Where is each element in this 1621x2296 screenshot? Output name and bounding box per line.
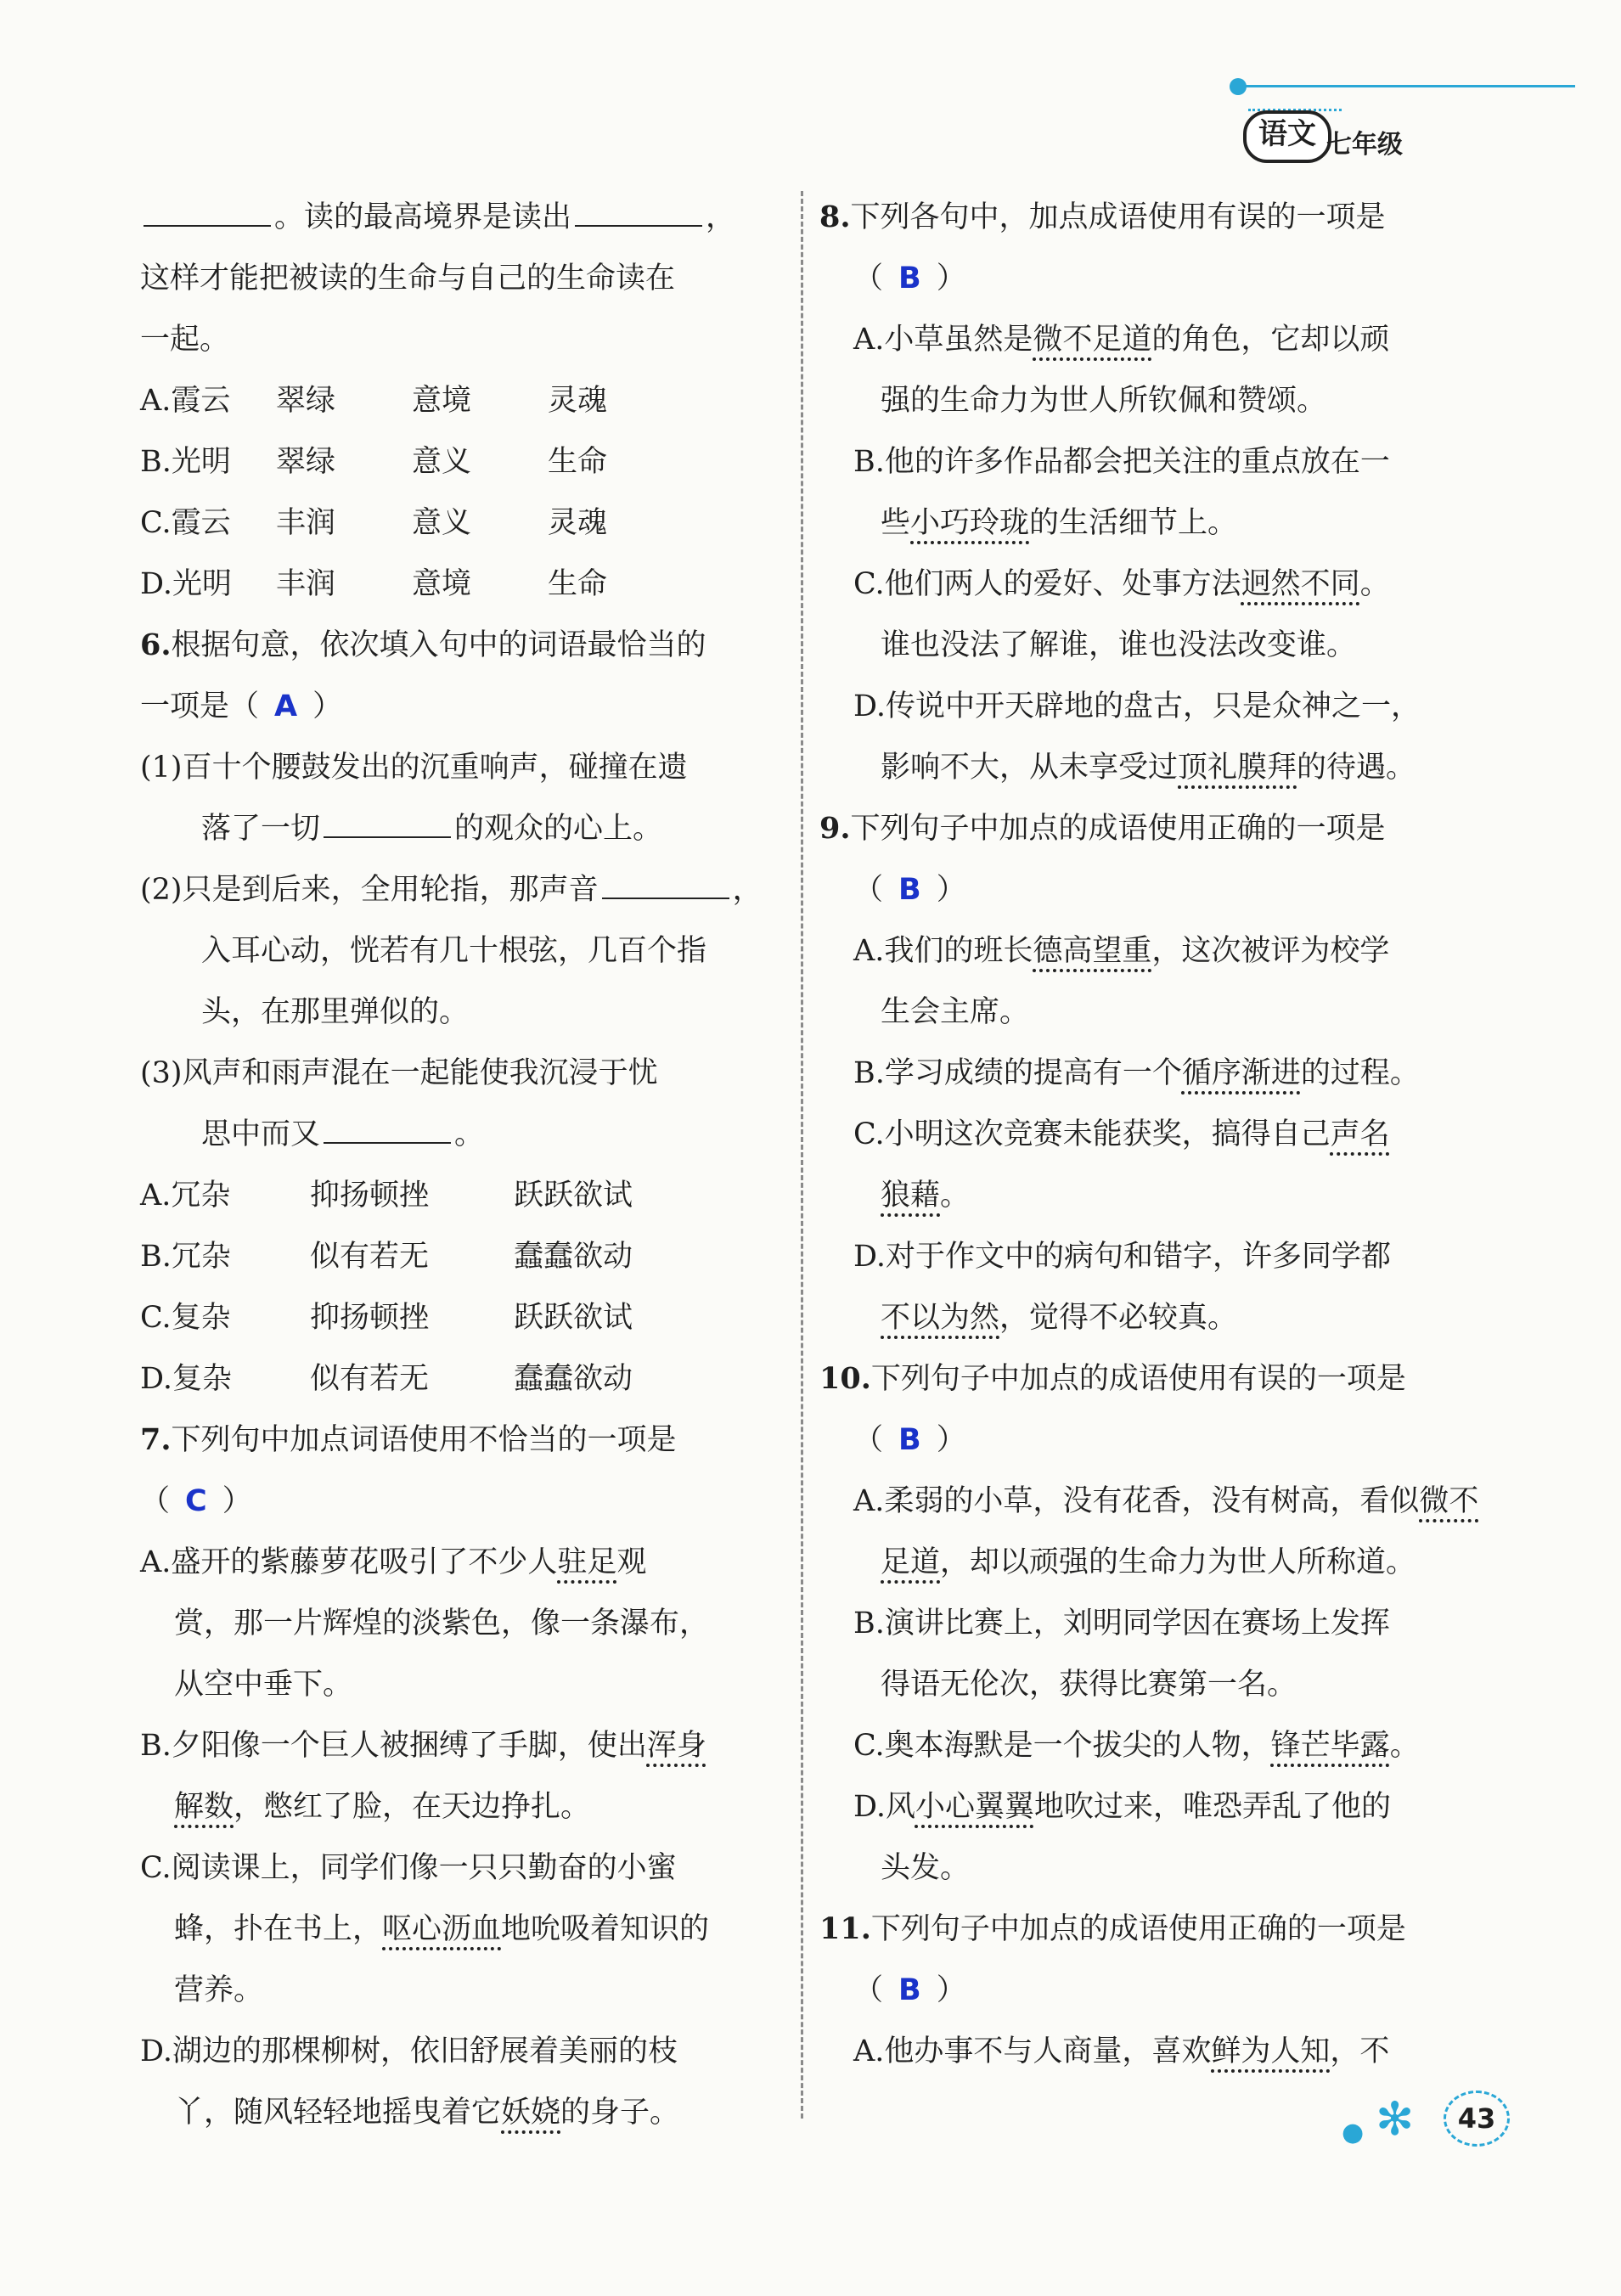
question-8: 8.下列各句中，加点成语使用有误的一项是 （ B ） A.小草虽然是微不足道的角色，它却以顽 强的生命力为世人所钦佩和赞颂。 B.他的许多作品都会把关注的重点放在一 些小巧玲珑的生活细节上。 C.他们两人的爱好、处事方法迥然不同。 谁也没法了解谁，谁也没法改变谁。 D.传说中开天辟地的盘古，只是众神之一， 影响不大，从未享受过顶礼膜拜的待遇。 bbox=[819, 187, 1490, 798]
answer-mark: C bbox=[185, 1484, 207, 1518]
answer-mark: B bbox=[898, 262, 921, 295]
q9-option-c[interactable]: C.小明这次竞赛未能获奖，搞得自己声名 bbox=[853, 1117, 1390, 1151]
question-11: 11.下列句子中加点的成语使用正确的一项是 （ B ） A.他办事不与人商量，喜欢鲜为人知，不 bbox=[819, 1899, 1490, 2082]
q6-option-b[interactable]: B.冗杂 似有若无 蠢蠢欲动 bbox=[140, 1240, 633, 1274]
dotted-term: 鲜为人知 bbox=[1211, 2034, 1331, 2068]
dotted-term: 小巧玲珑 bbox=[910, 506, 1030, 540]
q6-sentence-1: (1)百十个腰鼓发出的沉重响声，碰撞在遗 bbox=[140, 751, 688, 785]
q7-option-b[interactable]: B.夕阳像一个巨人被捆缚了手脚，使出浑身 bbox=[140, 1729, 706, 1763]
q6-sentence-3: (3)风声和雨声混在一起能使我沉浸于忧 bbox=[140, 1056, 658, 1090]
q9-option-a[interactable]: A.我们的班长德高望重，这次被评为校学 bbox=[853, 934, 1390, 968]
dotted-term: 迥然不同 bbox=[1241, 567, 1360, 601]
dotted-term: 声名 bbox=[1330, 1117, 1390, 1151]
dotted-term: 微不 bbox=[1419, 1484, 1479, 1518]
q6-sentence-2: (2)只是到后来，全用轮指，那声音 ， bbox=[140, 873, 763, 907]
answer-blank[interactable] bbox=[324, 1117, 451, 1144]
answer-blank[interactable] bbox=[144, 200, 271, 227]
q5-line-1: 。读的最高境界是读出 ， bbox=[140, 187, 773, 248]
q7-option-c[interactable]: C.阅读课上，同学们像一只只勤奋的小蜜 bbox=[140, 1851, 677, 1885]
q5-options bbox=[140, 370, 773, 615]
q5-option-c[interactable]: C.霞云 丰润 意义 灵魂 bbox=[140, 506, 608, 540]
q7-option-d[interactable]: D.湖边的那棵柳树，依旧舒展着美丽的枝 bbox=[140, 2034, 678, 2068]
q8-option-c[interactable]: C.他们两人的爱好、处事方法迥然不同。 bbox=[853, 567, 1390, 601]
question-6: 6.根据句意，依次填入句中的词语最恰当的 一项是（ A ） (1)百十个腰鼓发出的沉重响声，碰撞在遗 落了一切 的观众的心上。 (2)只是到后来，全用轮指，那声音 ， 入耳心动，恍若有几十根弦，几百个指 头，在那里弹似的。 (3)风声和雨声混在一起能使我沉浸于忧 思中而又 。 A.冗杂 抑扬顿挫 跃跃欲试 B.冗杂 似有若无 蠢蠢欲动 C.复杂 抑扬顿挫 跃跃欲试 D.复杂 似有若无 蠢蠢欲动 bbox=[140, 615, 773, 1410]
answer-mark: B bbox=[898, 1423, 921, 1457]
q5-line-2: 这样才能把被读的生命与自己的生命读在 bbox=[140, 262, 676, 295]
q7-option-a[interactable]: A.盛开的紫藤萝花吸引了不少人驻足观 bbox=[140, 1545, 647, 1579]
answer-mark: A bbox=[274, 689, 298, 723]
dotted-term: 浑身 bbox=[646, 1729, 706, 1763]
question-10: 10.下列句子中加点的成语使用有误的一项是 （ B ） A.柔弱的小草，没有花香，没有树高，看似微不 足道，却以顽强的生命力为世人所称道。 B.演讲比赛上，刘明同学因在赛场上发挥 得语无伦次，获得比赛第一名。 C.奥本海默是一个拔尖的人物，锋芒毕露。 D.风小心翼翼地吹过来，唯恐弄乱了他的 头发。 bbox=[819, 1348, 1490, 1899]
dotted-term: 循序渐进 bbox=[1181, 1056, 1301, 1090]
q10-option-c[interactable]: C.奥本海默是一个拔尖的人物，锋芒毕露。 bbox=[853, 1729, 1420, 1763]
page-number: 43 bbox=[1444, 2091, 1510, 2147]
question-number: 6. bbox=[140, 627, 172, 662]
dotted-term: 小心翼翼 bbox=[915, 1790, 1034, 1824]
question-number: 11. bbox=[819, 1911, 871, 1946]
q10-option-a[interactable]: A.柔弱的小草，没有花香，没有树高，看似微不 bbox=[853, 1484, 1479, 1518]
q8-option-d[interactable]: D.传说中开天辟地的盘古，只是众神之一， bbox=[853, 689, 1421, 723]
q11-option-a[interactable]: A.他办事不与人商量，喜欢鲜为人知，不 bbox=[853, 2034, 1390, 2068]
q5-option-a[interactable]: A.霞云 翠绿 意境 灵魂 bbox=[140, 384, 608, 418]
grade-label: 七年级 bbox=[1326, 130, 1403, 160]
column-divider bbox=[801, 191, 803, 2119]
question-number: 7. bbox=[140, 1422, 172, 1457]
question-9: 9.下列句子中加点的成语使用正确的一项是 （ B ） A.我们的班长德高望重，这次被评为校学 生会主席。 B.学习成绩的提高有一个循序渐进的过程。 C.小明这次竞赛未能获奖，搞得自己声名 狼藉。 D.对于作文中的病句和错字，许多同学都 不以为然，觉得不必较真。 bbox=[819, 798, 1490, 1348]
dotted-term: 锋芒毕露 bbox=[1270, 1729, 1390, 1763]
q6-option-c[interactable]: C.复杂 抑扬顿挫 跃跃欲试 bbox=[140, 1301, 633, 1335]
dotted-term: 德高望重 bbox=[1033, 934, 1152, 968]
flower-icon: ✻ bbox=[1376, 2092, 1415, 2146]
dotted-term: 狼藉 bbox=[881, 1179, 941, 1213]
q5-option-d[interactable]: D.光明 丰润 意境 生命 bbox=[140, 567, 608, 601]
right-column bbox=[819, 187, 1490, 2082]
answer-blank[interactable] bbox=[324, 811, 451, 838]
page-header bbox=[1223, 68, 1579, 161]
question-number: 9. bbox=[819, 811, 851, 846]
dotted-term: 呕心沥血 bbox=[382, 1912, 502, 1946]
q5-option-b[interactable]: B.光明 翠绿 意义 生命 bbox=[140, 445, 608, 479]
answer-mark: B bbox=[898, 1973, 921, 2007]
answer-blank[interactable] bbox=[575, 200, 702, 227]
question-7: 7.下列句中加点词语使用不恰当的一项是 （ C ） A.盛开的紫藤萝花吸引了不少人驻足观 赏，那一片辉煌的淡紫色，像一条瀑布， 从空中垂下。 B.夕阳像一个巨人被捆缚了手脚，使出浑身 解数，憋红了脸，在天边挣扎。 C.阅读课上，同学们像一只只勤奋的小蜜 蜂，扑在书上，呕心沥血地吮吸着知识的 营养。 D.湖边的那棵柳树，依旧舒展着美丽的枝 丫，随风轻轻地摇曳着它妖娆的身子。 bbox=[140, 1410, 773, 2143]
q10-option-d[interactable]: D.风小心翼翼地吹过来，唯恐弄乱了他的 bbox=[853, 1790, 1391, 1824]
page-footer bbox=[1325, 2080, 1520, 2157]
answer-blank[interactable] bbox=[602, 872, 729, 899]
header-swirl-decoration bbox=[1248, 83, 1342, 111]
q5-line-3: 一起。 bbox=[140, 323, 230, 357]
subject-badge: 语文 bbox=[1243, 110, 1331, 163]
q9-option-d[interactable]: D.对于作文中的病句和错字，许多同学都 bbox=[853, 1240, 1391, 1274]
dotted-term: 解数 bbox=[174, 1790, 234, 1824]
dot-decoration-icon: ● bbox=[1342, 2118, 1365, 2147]
dotted-term: 顶礼膜拜 bbox=[1178, 751, 1297, 785]
dotted-term: 妖娆 bbox=[501, 2096, 561, 2130]
dotted-term: 足道 bbox=[881, 1545, 941, 1579]
dotted-term: 微不足道 bbox=[1033, 323, 1152, 357]
answer-mark: B bbox=[898, 873, 921, 907]
q9-option-b[interactable]: B.学习成绩的提高有一个循序渐进的过程。 bbox=[853, 1056, 1420, 1090]
dotted-term: 驻足 bbox=[557, 1545, 617, 1579]
question-number: 10. bbox=[819, 1361, 871, 1396]
q10-option-b[interactable]: B.演讲比赛上，刘明同学因在赛场上发挥 bbox=[853, 1607, 1390, 1640]
left-column bbox=[140, 187, 773, 2143]
dotted-term: 不以为然 bbox=[881, 1301, 1000, 1335]
q8-option-b[interactable]: B.他的许多作品都会把关注的重点放在一 bbox=[853, 445, 1390, 479]
q6-option-d[interactable]: D.复杂 似有若无 蠢蠢欲动 bbox=[140, 1362, 633, 1396]
q8-option-a[interactable]: A.小草虽然是微不足道的角色，它却以顽 bbox=[853, 323, 1390, 357]
q6-option-a[interactable]: A.冗杂 抑扬顿挫 跃跃欲试 bbox=[140, 1179, 633, 1213]
question-number: 8. bbox=[819, 200, 851, 234]
